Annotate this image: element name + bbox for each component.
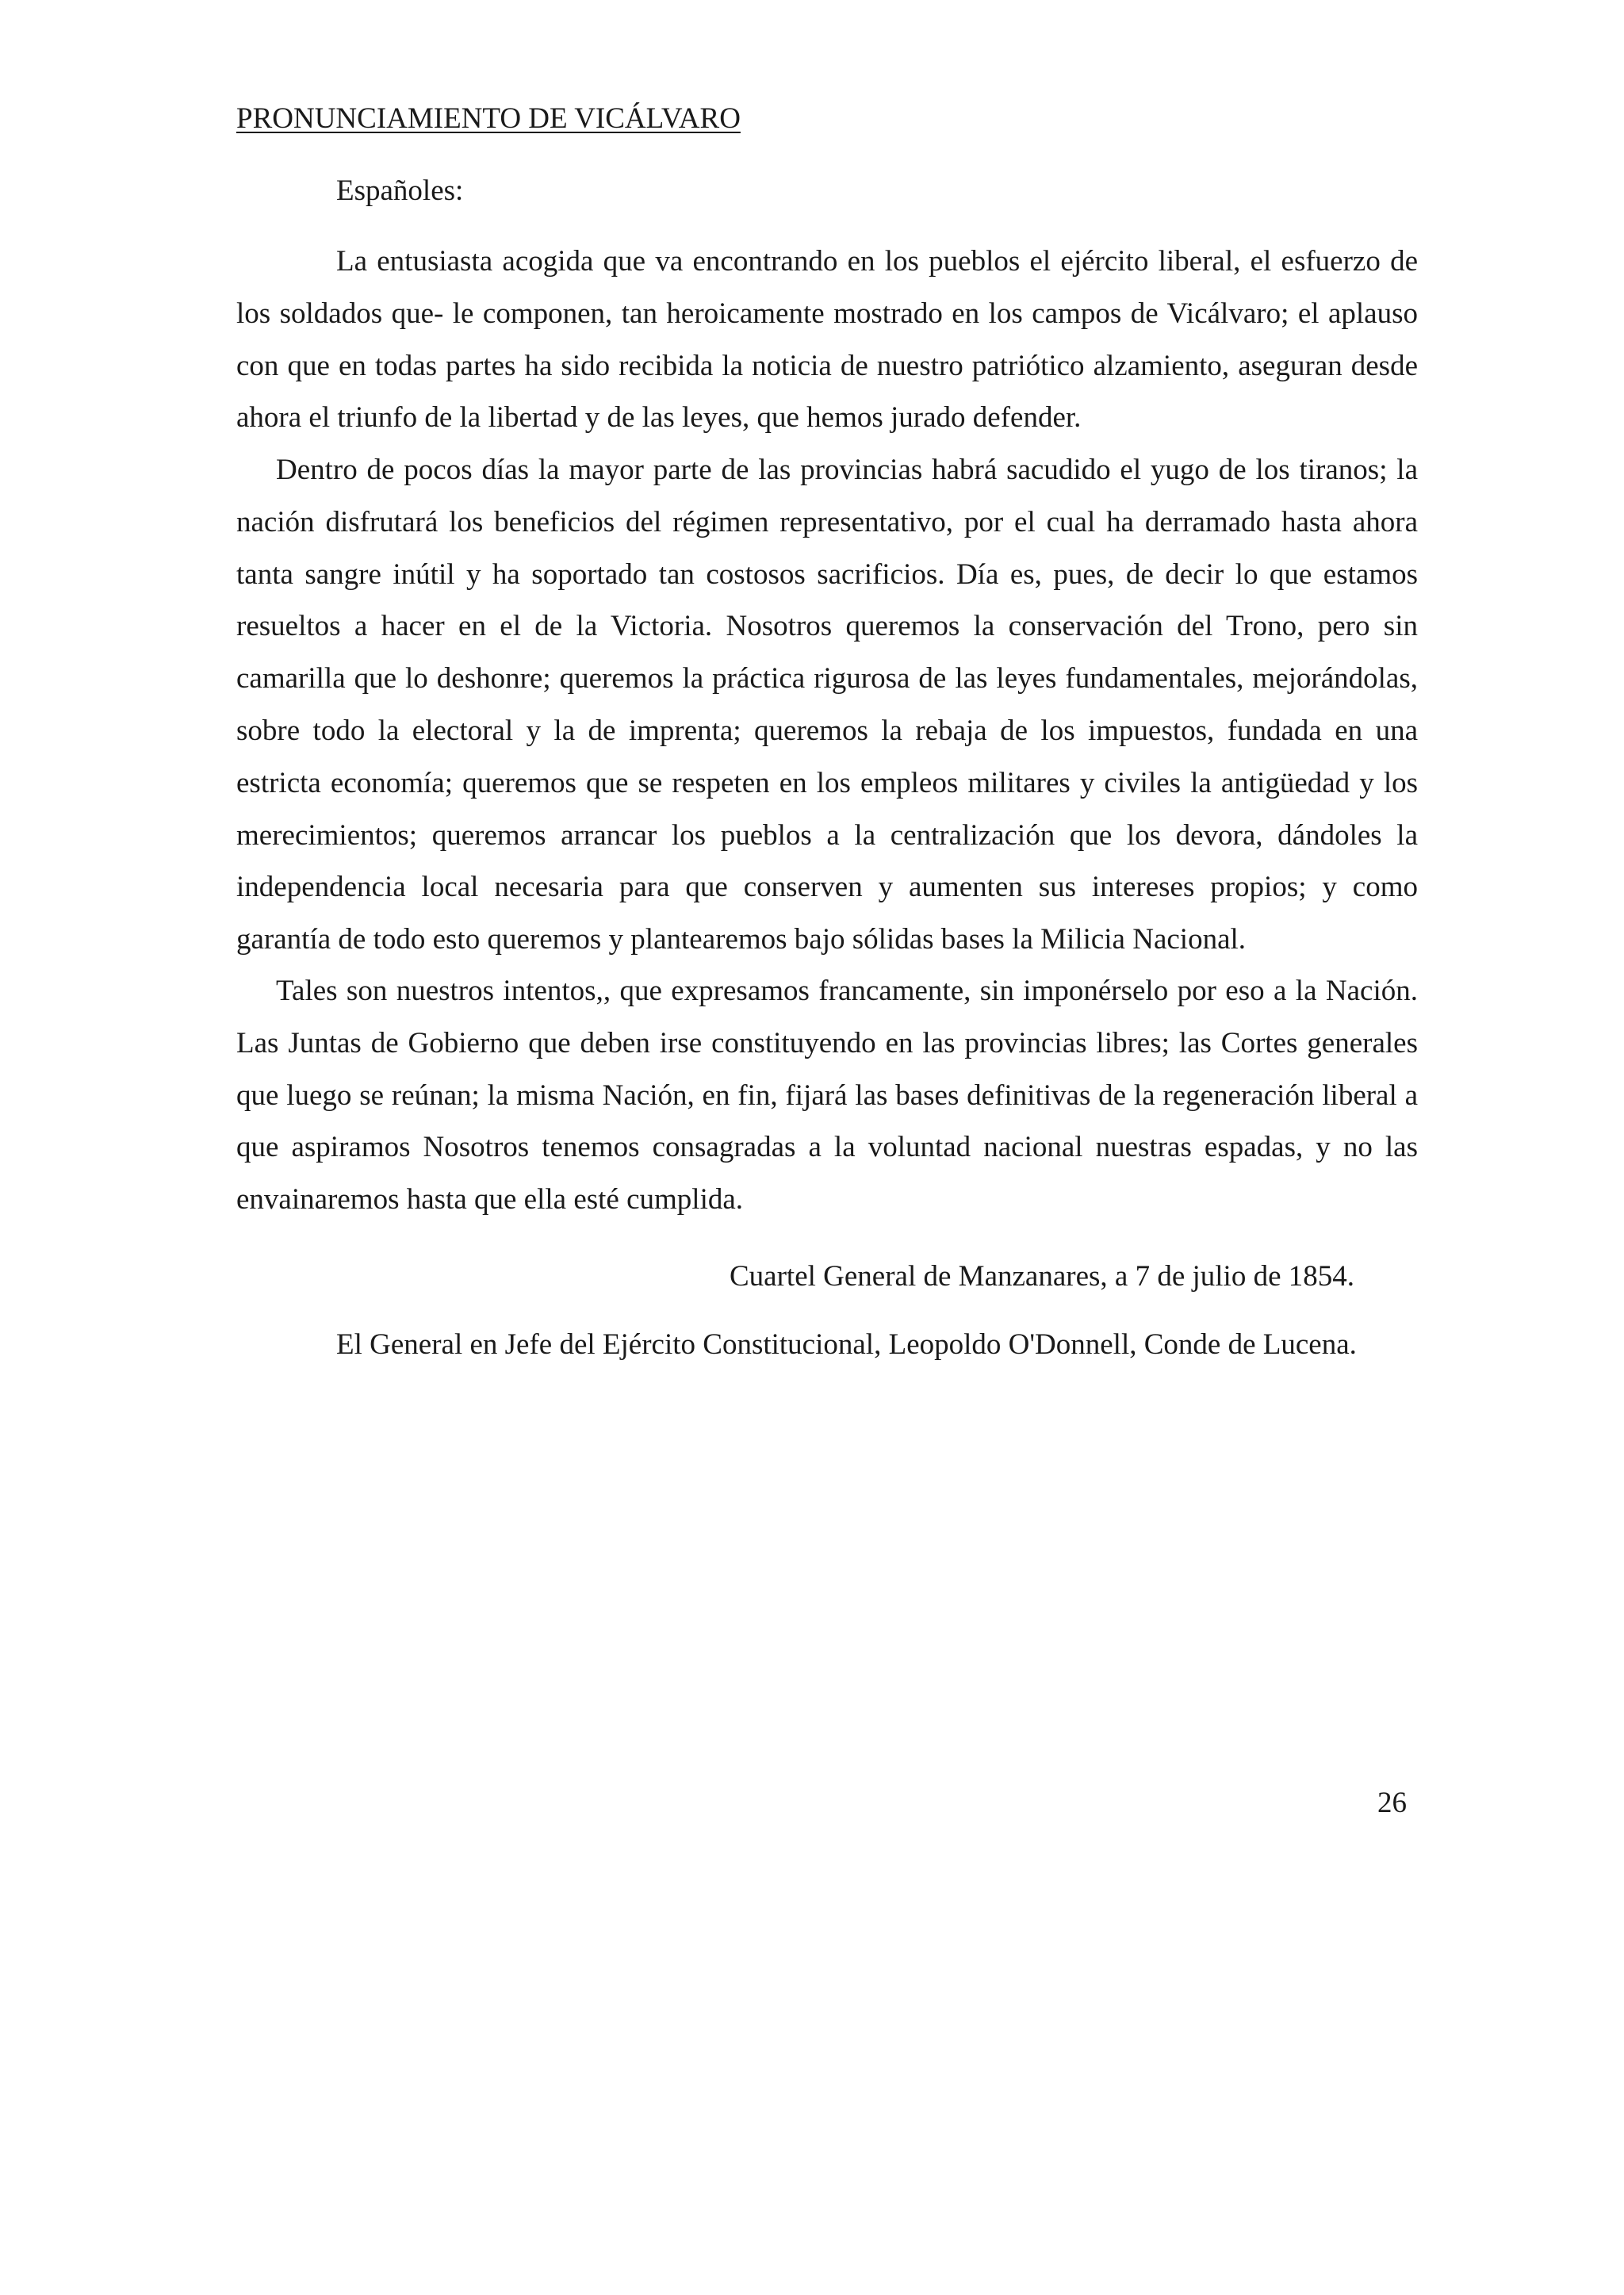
document-title: PRONUNCIAMIENTO DE VICÁLVARO [236, 102, 741, 135]
paragraph: Dentro de pocos días la mayor parte de las provincias habrá sacudido el yugo de los tiranos; la nación disfrutará los beneficios del régimen representativo, por el cual ha derramado hasta ahora tanta sangre inútil y ha soportado tan costosos sacrificios. Día es, pues, de decir lo que estamos resueltos a hacer en el de la Victoria. Nosotros queremos la conservación del Trono, pero sin camarilla que lo deshonre; queremos la práctica rigurosa de las leyes fundamentales, mejorándolas, sobre todo la electoral y la de imprenta; queremos la rebaja de los impuestos, fundada en una estricta economía; queremos que se respeten en los empleos militares y civiles la antigüedad y los merecimientos; queremos arrancar los pueblos a la centralización que los devora, dándoles la independencia local necesaria para que conserven y aumenten sus intereses propios; y como garantía de todo esto queremos y plantearemos bajo sólidas bases la Milicia Nacional. [236, 454, 1418, 956]
paragraph: La entusiasta acogida que va encontrando en los pueblos el ejército liberal, el esfuerzo de los soldados que- le componen, tan heroicamente mostrado en los campos de Vicálvaro; el aplauso con que en todas partes ha sido recibida la noticia de nuestro patriótico alzamiento, aseguran desde ahora el triunfo de la libertad y de las leyes, que hemos jurado defender. [236, 245, 1418, 435]
signature: El General en Jefe del Ejército Constitucional, Leopoldo O'Donnell, Conde de Lucena. [336, 1328, 1357, 1361]
place-and-date: Cuartel General de Manzanares, a 7 de julio de 1854. [730, 1260, 1355, 1293]
paragraph: Tales son nuestros intentos,, que expresamos francamente, sin imponérselo por eso a la Nación. Las Juntas de Gobierno que deben irse constituyendo en las provincias libres; las Cortes generales que luego se reúnan; la misma Nación, en fin, fijará las bases definitivas de la regeneración liberal a que aspiramos Nosotros tenemos consagradas a la voluntad nacional nuestras espadas, y no las envainaremos hasta que ella esté cumplida. [236, 975, 1418, 1216]
salutation: Españoles: [336, 174, 464, 207]
page-number: 26 [1377, 1787, 1407, 1819]
